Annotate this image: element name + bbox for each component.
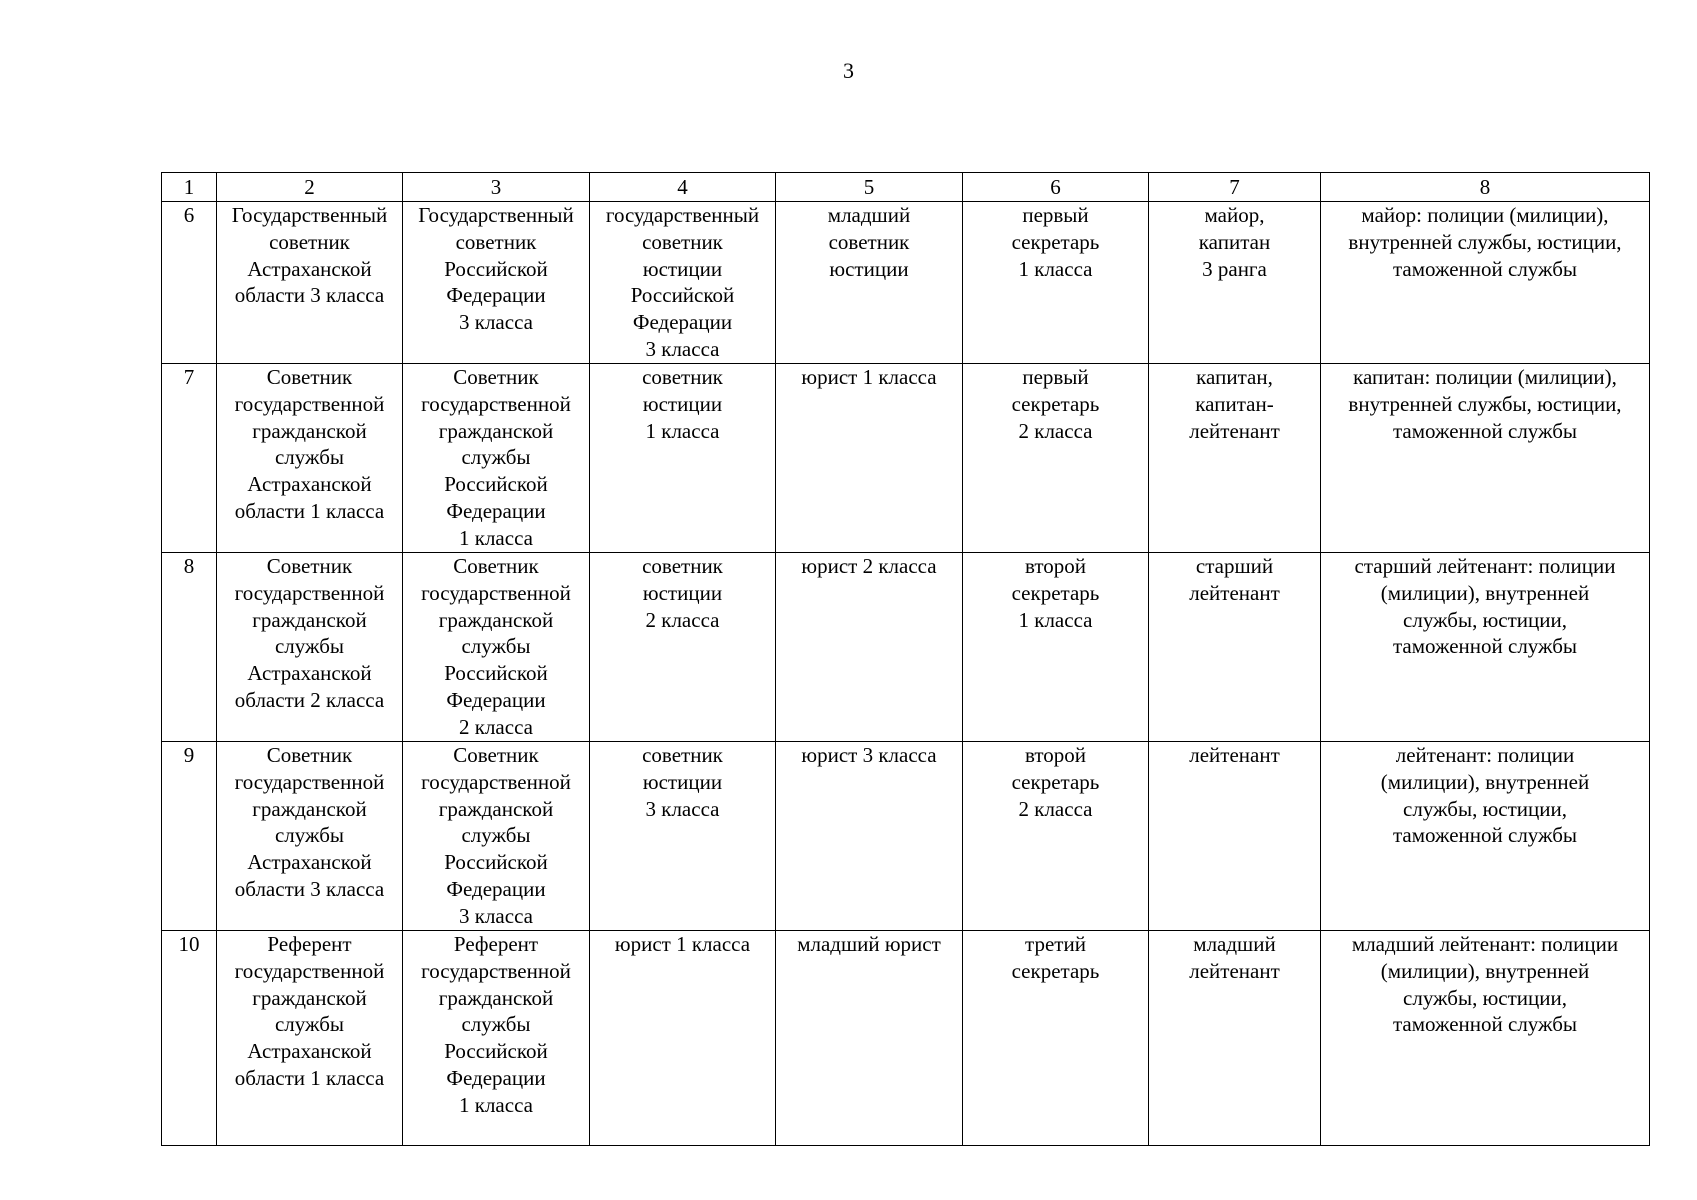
column-number-cell: 4: [590, 173, 776, 202]
row-number-cell: 10: [162, 931, 217, 1146]
special-rank-cell: младший лейтенант: полиции (милиции), внутренней службы, юстиции, таможенной службы: [1321, 931, 1650, 1146]
column-number-cell: 2: [217, 173, 403, 202]
table-row: [162, 553, 1650, 742]
table-row: [162, 931, 1650, 1146]
rank-correspondence-table: [161, 172, 1650, 1146]
justice-rank-cell: младший юрист: [776, 931, 963, 1146]
regional-rank-cell: Государственный советник Астраханской области 3 класса: [217, 202, 403, 364]
federal-rank-cell: Советник государственной гражданской службы Российской Федерации 1 класса: [403, 364, 590, 553]
special-rank-cell: капитан: полиции (милиции), внутренней службы, юстиции, таможенной службы: [1321, 364, 1650, 553]
table-row: [162, 364, 1650, 553]
justice-rank-cell: юрист 3 класса: [776, 742, 963, 931]
regional-rank-cell: Советник государственной гражданской службы Астраханской области 2 класса: [217, 553, 403, 742]
military-rank-cell: лейтенант: [1149, 742, 1321, 931]
diplomatic-rank-cell: первый секретарь 1 класса: [963, 202, 1149, 364]
regional-rank-cell: Советник государственной гражданской службы Астраханской области 1 класса: [217, 364, 403, 553]
federal-rank-cell: Референт государственной гражданской службы Российской Федерации 1 класса: [403, 931, 590, 1146]
special-rank-cell: майор: полиции (милиции), внутренней службы, юстиции, таможенной службы: [1321, 202, 1650, 364]
prosecutor-rank-cell: советник юстиции 3 класса: [590, 742, 776, 931]
row-number-cell: 9: [162, 742, 217, 931]
justice-rank-cell: юрист 2 класса: [776, 553, 963, 742]
row-number-cell: 8: [162, 553, 217, 742]
diplomatic-rank-cell: второй секретарь 2 класса: [963, 742, 1149, 931]
column-number-cell: 8: [1321, 173, 1650, 202]
diplomatic-rank-cell: второй секретарь 1 класса: [963, 553, 1149, 742]
column-number-cell: 6: [963, 173, 1149, 202]
justice-rank-cell: младший советник юстиции: [776, 202, 963, 364]
table-row: [162, 202, 1650, 364]
column-number-cell: 3: [403, 173, 590, 202]
row-number-cell: 7: [162, 364, 217, 553]
federal-rank-cell: Государственный советник Российской Федерации 3 класса: [403, 202, 590, 364]
special-rank-cell: старший лейтенант: полиции (милиции), внутренней службы, юстиции, таможенной службы: [1321, 553, 1650, 742]
diplomatic-rank-cell: первый секретарь 2 класса: [963, 364, 1149, 553]
prosecutor-rank-cell: государственный советник юстиции Российской Федерации 3 класса: [590, 202, 776, 364]
prosecutor-rank-cell: советник юстиции 1 класса: [590, 364, 776, 553]
diplomatic-rank-cell: третий секретарь: [963, 931, 1149, 1146]
column-number-cell: 5: [776, 173, 963, 202]
page-number: 3: [843, 58, 854, 83]
table-row: [162, 742, 1650, 931]
column-number-cell: 1: [162, 173, 217, 202]
prosecutor-rank-cell: юрист 1 класса: [590, 931, 776, 1146]
federal-rank-cell: Советник государственной гражданской службы Российской Федерации 2 класса: [403, 553, 590, 742]
regional-rank-cell: Референт государственной гражданской службы Астраханской области 1 класса: [217, 931, 403, 1146]
row-number-cell: 6: [162, 202, 217, 364]
military-rank-cell: майор, капитан 3 ранга: [1149, 202, 1321, 364]
special-rank-cell: лейтенант: полиции (милиции), внутренней службы, юстиции, таможенной службы: [1321, 742, 1650, 931]
military-rank-cell: старший лейтенант: [1149, 553, 1321, 742]
column-number-cell: 7: [1149, 173, 1321, 202]
federal-rank-cell: Советник государственной гражданской службы Российской Федерации 3 класса: [403, 742, 590, 931]
prosecutor-rank-cell: советник юстиции 2 класса: [590, 553, 776, 742]
military-rank-cell: капитан, капитан- лейтенант: [1149, 364, 1321, 553]
military-rank-cell: младший лейтенант: [1149, 931, 1321, 1146]
regional-rank-cell: Советник государственной гражданской службы Астраханской области 3 класса: [217, 742, 403, 931]
justice-rank-cell: юрист 1 класса: [776, 364, 963, 553]
column-number-row: [162, 173, 1650, 202]
